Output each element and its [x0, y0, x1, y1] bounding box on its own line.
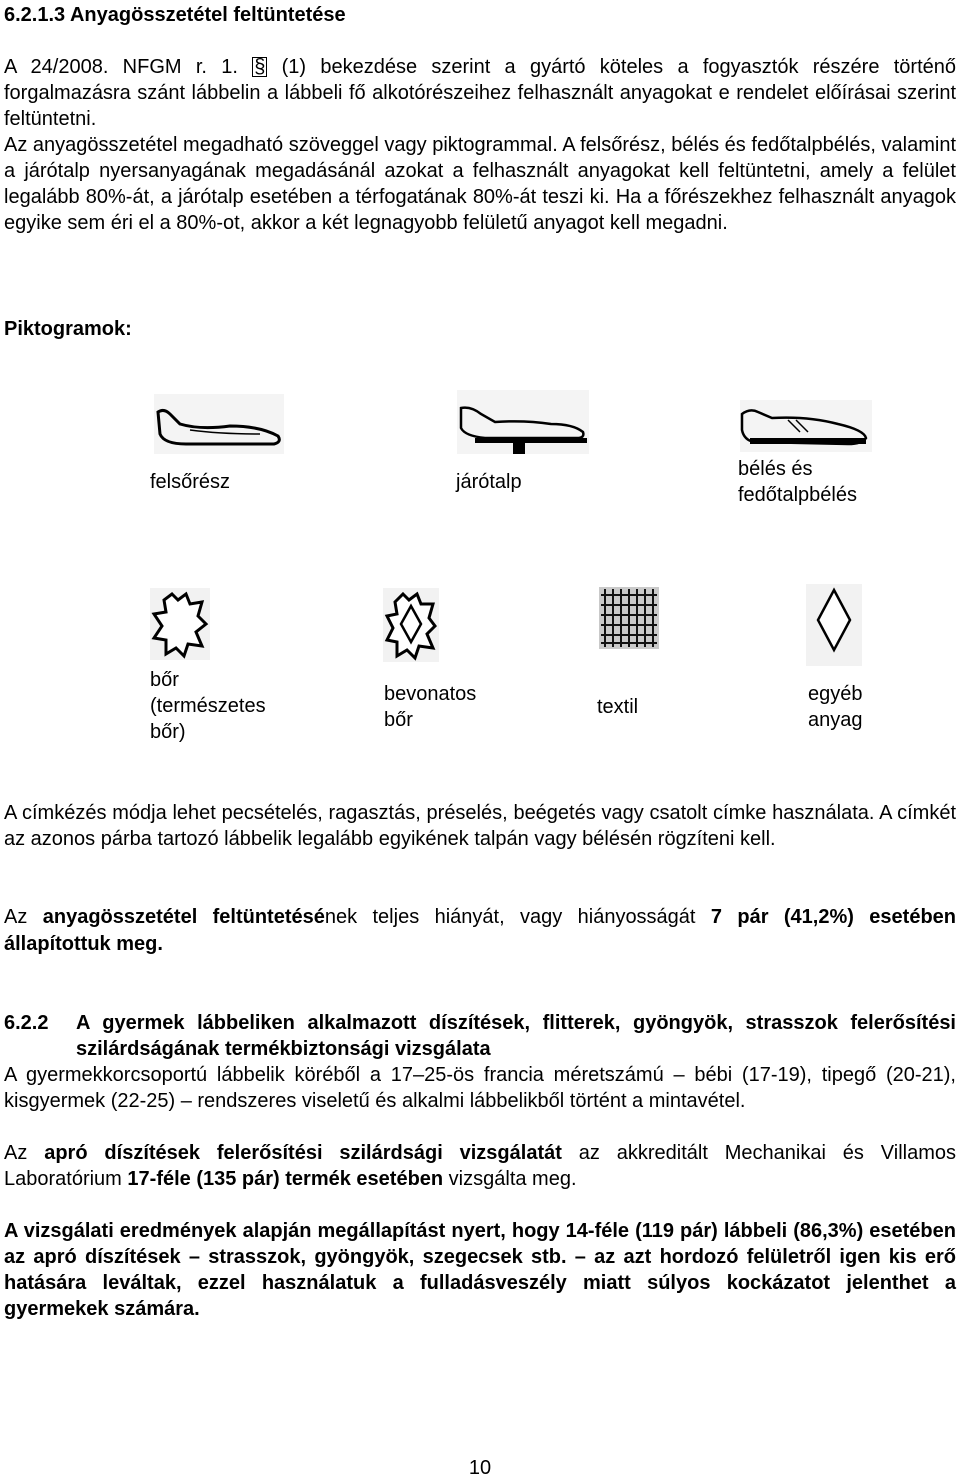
- section-number: 6.2.2: [4, 1012, 49, 1034]
- paragraph-composition: Az anyagösszetétel megadható szöveggel vagy piktogrammal. A felsőrész, bélés és fedőtalpbélés, valamint a járótalp nyersanyagának megadásánál azokat a felhasznált anyagokat kell feltüntetni, amely a felület legalább 80%-át, a járótalp esetében a térfogatának 80%-át teszi ki. Ha a főrészekhez felhasznált anyagok egyike sem éri el a 80%-ot, akkor a két legnagyobb felületű anyagot kell megadni.: [4, 134, 956, 234]
- paragraph-results: A vizsgálati eredmények alapján megállapítást nyert, hogy 14-féle (119 pár) lábbeli (86,3%) esetében az apró díszítések – strasszok, gyöngyök, szegecsek stb. – az azt hordozó felületről igen kis erő hatására leváltak, ezzel használatuk a fulladásveszély miatt súlyos kockázatot jelenthet a gyermekek számára.: [4, 1220, 956, 1320]
- shoe-sole-icon: [455, 388, 595, 460]
- paragraph-lab: Az apró díszítések felerősítési szilárdsági vizsgálatát az akkreditált Mechanikai és Villamos Laboratórium 17-féle (135 pár) termék esetében vizsgálta meg.: [4, 1142, 957, 1190]
- shoe-upper-icon: [150, 390, 290, 460]
- coated-leather-icon: [383, 588, 439, 662]
- section-title: A gyermek lábbeliken alkalmazott díszítések, flitterek, gyöngyök, strasszok felerősítési szilárdságának termékbiztonsági vizsgálata: [76, 1012, 956, 1060]
- shoe-lining-icon: [738, 398, 878, 458]
- pictogram-label-sole: járótalp: [456, 471, 522, 493]
- paragraph-regulation: A 24/2008. NFGM r. 1. § (1) bekezdése szerint a gyártó köteles a fogyasztók részére történő forgalmazásra szánt lábbelin a lábbeli fő alkotórészeihez felhasznált anyagokat e rendelet előírásai szerint feltüntetni.: [4, 56, 956, 130]
- pictogram-label-lining-1: bélés és: [738, 458, 813, 480]
- pictogram-label-coated-1: bevonatos: [384, 683, 477, 705]
- pictogram-label-textile: textil: [597, 696, 639, 718]
- pictogram-label-leather-1: bőr: [150, 669, 179, 691]
- pictogram-label-coated-2: bőr: [384, 709, 413, 731]
- textile-icon: [597, 585, 661, 651]
- paragraph-sampling: A gyermekkorcsoportú lábbelik köréből a 17–25-ös francia méretszámú – bébi (17-19), tipegő (20-21), kisgyermek (22-25) – rendszeres viseletű és alkalmi lábbelikből történt a mintavétel.: [4, 1064, 956, 1112]
- natural-leather-icon: [150, 588, 210, 660]
- page-number: 10: [468, 1457, 492, 1479]
- pictogram-label-leather-2: (természetes: [150, 695, 266, 717]
- section-sign: §: [254, 56, 266, 78]
- other-material-icon: [806, 584, 862, 666]
- pictogram-label-lining-2: fedőtalpbélés: [738, 484, 857, 506]
- pictograms-heading: Piktogramok:: [4, 318, 132, 340]
- paragraph-labelling: A címkézés módja lehet pecsételés, ragasztás, préselés, beégetés vagy csatolt címke használata. A címkét az azonos párba tartozó lábbelik legalább egyikének talpán vagy bélésén rögzíteni kell.: [4, 802, 956, 850]
- pictogram-label-other-1: egyéb: [808, 683, 863, 705]
- pictogram-label-leather-3: bőr): [150, 721, 186, 743]
- section-heading: 6.2.1.3 Anyagösszetétel feltüntetése: [4, 4, 346, 26]
- paragraph-finding: Az anyagösszetétel feltüntetésének teljes hiányát, vagy hiányosságát 7 pár (41,2%) esetében állapítottuk meg.: [4, 906, 956, 955]
- pictogram-label-upper: felsőrész: [150, 471, 231, 493]
- pictogram-label-other-2: anyag: [808, 709, 863, 731]
